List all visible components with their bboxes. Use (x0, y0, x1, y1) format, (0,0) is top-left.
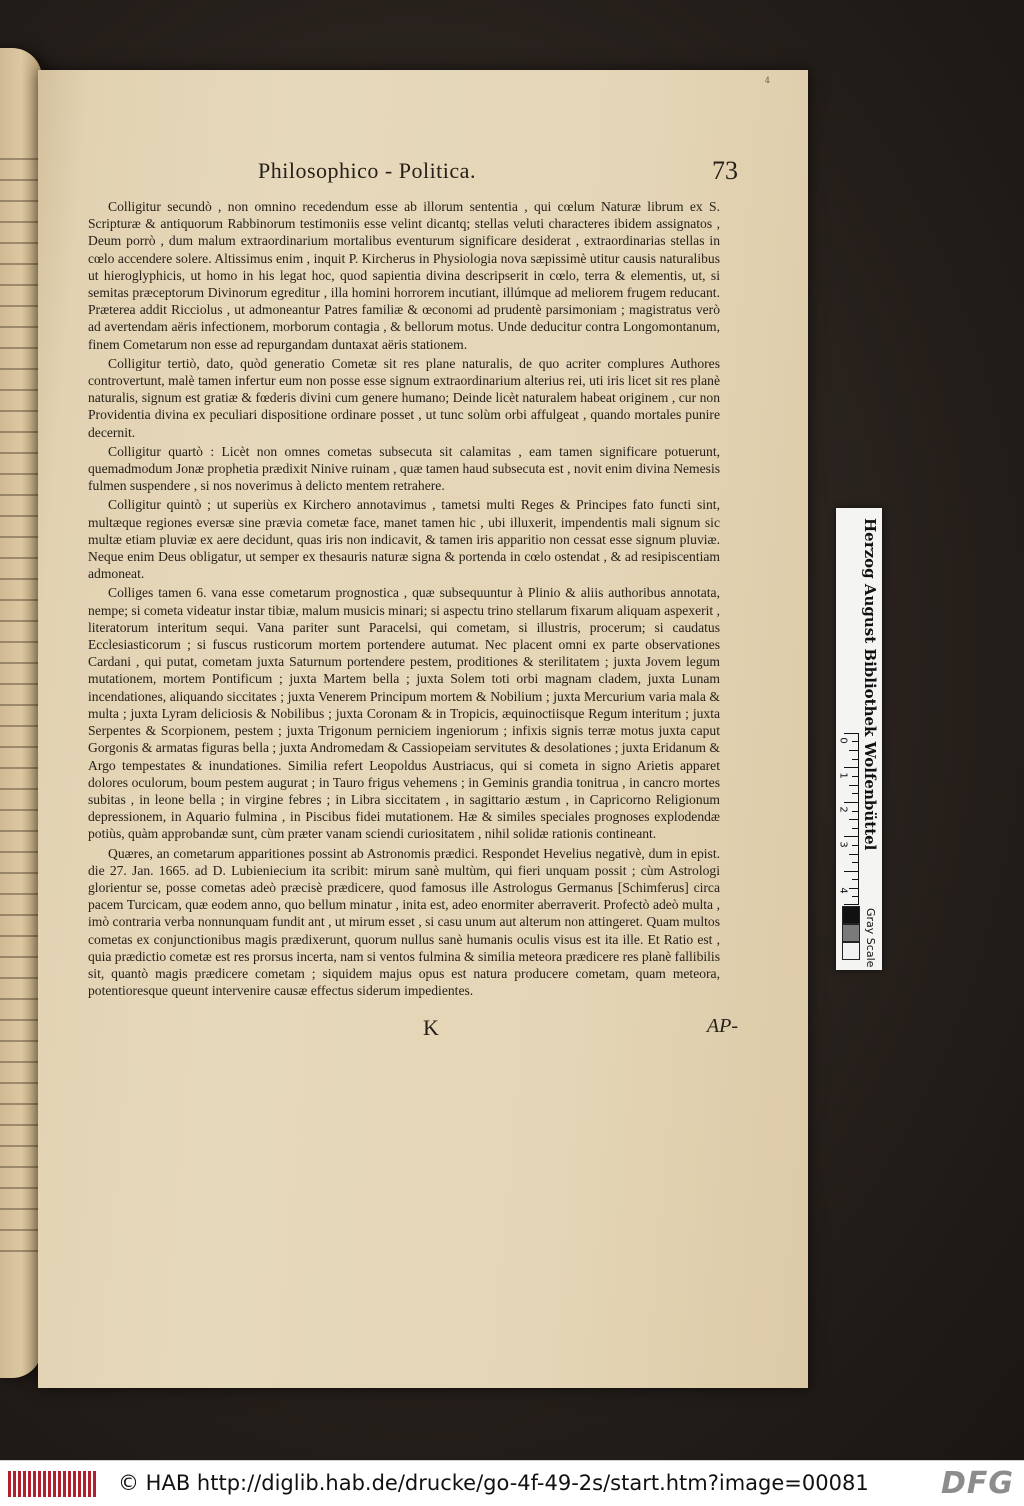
paragraph-5: Colliges tamen 6. vana esse cometarum prognostica , quæ subsequuntur à Plinio & aliis authoribus annotata, nempe; si cometa videatur instar tibiæ, malum musicis minari; si aspectu trino stellarum fixarum aliquam aspexerit , literatorum interitum sequi. Vana pariter sunt Paracelsi, qui cometam, si illustris, procerum; si caudatus Ecclesiasticorum ; si fuscus rusticorum mortem portendere autumat. Nec placent omni ex parte observationes Cardani , qui putat, cometam juxta Saturnum portendere pestem, proditiones & sterilitatem ; juxta Jovem legum mutationem, mortem Pontificum ; juxta Martem bella ; juxta Solem toti orbi magnam cladem, juxta Lunam incendationes, aliquando siccitates ; juxta Venerem Principum mortem & Nobilium ; juxta Mercurium varia mala & multa ; juxta Lyram deliciosis & Nobilibus ; juxta Coronam & in Tropicis, æquinoctiisque Regum interitum ; juxta Serpentes & Scorpionem, pestem ; juxta Trigonum perniciem ingeniorum ; infixis signis terræ motus juxta caput Gorgonis & armatas figuras bella ; juxta Andromedam & Cassiopeiam servitutes & desolationes ; juxta Eridanum & Argo tempestates & inundationes. Similia refert Leopoldus Austriacus, qui si cometa in signo Arietis apparet dolores oculorum, boum pestem augurat ; in Tauro frigus vehemens ; in Geminis grandia tonitrua , in cancro mortes subitas , in leone bella ; in virgine febres ; in Libra siccitatem , in sagittario æstum , in Capricorno Religionum depressionem, in Aquario fulmina , in Piscibus fidei mutationem. Hæ & similes speciales prognoses explodendæ potiùs, quàm approbandæ sunt, cùm præter vanam sciendi curiositatem , nihil solidæ rationis contineant. (88, 585, 720, 842)
running-title: Philosophico - Politica. (258, 158, 476, 183)
ruler-tick (844, 767, 858, 768)
paragraph-2: Colligitur tertiò, dato, quòd generatio Cometæ sit res plane naturalis, de quo acriter complures Authores controvertunt, malè tamen infertur eum non posse esse signum extraordinarium alterius rei, uti iris licet sit res planè naturalis, signum est gratiæ & fœderis divini cum genere humano; Deinde licèt naturalem habeat originem , cur non Providentia divina ex peculiari dispositione ordinare posset , ut tunc solùm orbi affulgeat , quando mortales punire decernit. (88, 355, 720, 440)
ruler-tick (844, 733, 858, 734)
ruler-tick (849, 888, 858, 889)
ruler-tick (852, 845, 858, 846)
signature-mark: K (423, 1015, 439, 1041)
ruler-tick (844, 904, 858, 905)
paragraph-4: Colligitur quintò ; ut superiùs ex Kirchero annotavimus , tametsi multi Reges & Principes fato functi sint, multæque regiones eversæ sine prævia cometæ face, manet tamen hic , ubi illuxerit, impendentis mali signum sic multæ etiam pluviæ ex aere decidunt, quas iris non indicavit, & tamen iris apparitio non cessat esse signum pluviæ. Neque enim Deus obligatur, ut semper ex thesauris naturæ signa & portenda in cœlo ostendat , & ad resipiscentiam admoneat. (88, 497, 720, 582)
paragraph-1: Colligitur secundò , non omnino recedendum esse ab illorum sententia , qui cœlum Naturæ librum ex S. Scripturæ & antiquorum Rabbinorum testimoniis esse velint dicantq; stellas veluti characteres ibidem assignatos , Deum porrò , dum malum extraordinarium mortalibus eventurum significare desiderat , extraordinarias stellas in cœlo accendere solere. Altissimus enim , inquit P. Kircherus in Physiologia nova sæpissimè utitur causis naturalibus ut hieroglyphicis, ut homo in his legat hoc, quod sapientia divina descripserit in cœlo, terra & elementis, ut, si semitas præceptorum Divinorum egreditur , illa homini horrorem incutiant, illúmque ad meliorem frugem reducant. Præterea addit Ricciolus , ut admoneantur Patres familiæ & œconomi ad prudentè parsimoniam ; magistratus verò ad avertendam aëris infectionem, morborum contagia , & bellorum motus. Unde deducitur contra Longomontanum, finem Cometarum non esse ad repurgandam duntaxat aëris stationem. (88, 199, 720, 352)
page-number: 73 (712, 156, 738, 185)
gray-scale-swatches (842, 906, 860, 960)
facing-page-edge (0, 48, 42, 1378)
swatch-white (842, 942, 860, 960)
gray-scale-label: Gray Scale (864, 908, 877, 968)
ruler-tick (852, 828, 858, 829)
footer-bar (0, 1460, 1024, 1506)
hab-logo-icon (8, 1471, 100, 1497)
color-reference-card (836, 508, 882, 970)
ruler-label: 2 (837, 806, 849, 813)
ruler-tick (849, 854, 858, 855)
ruler-tick (852, 811, 858, 812)
scale-ruler (837, 733, 859, 905)
page-content (88, 156, 738, 1055)
swatch-black (842, 906, 860, 924)
ruler-tick (849, 785, 858, 786)
paragraph-6: Quæres, an cometarum apparitiones possint ab Astronomis prædici. Respondet Hevelius negativè, dum in epist. die 27. Jan. 1665. ad D. Lubieniecium ita scribit: mirum sanè multùm, qui fieri unquam possit ; cùm Astrologi glorientur se, posse cometas adeò præcisè prædicere, quod famosus ille Astrologus Germanus [Schimferus] circa pacem Turcicam, quæ eodem anno, quo bellum minatur , inita est, adeo enormiter aberraverit. Profectò adeò multa , imò contraria verba nonnunquam fundit ant , ut mirum esset , si casu unum aut alterum non attingeret. Quam multos cometas ex conjunctionibus magis prædixerunt, quorum nullus sanè humanis oculis visus est ita ille. Et Ratio est , quia prædictio cometæ est res prorsus incerta, nam si ventos fulmina & similia meteora prædicere res planè fallibilis sit, quantò magis prædicere cometam ; siquidem majus opus est natura producere cometam, quam meteora, potentioresque queunt intervenire causæ effectus siderum impedientes. (88, 845, 720, 999)
swatch-gray (842, 924, 860, 942)
ruler-tick (852, 741, 858, 742)
ruler-tick (844, 836, 858, 837)
ruler-tick (844, 802, 858, 803)
ruler-tick (852, 862, 858, 863)
page-corner-mark: 4 (764, 76, 770, 85)
ruler-tick (852, 896, 858, 897)
copyright-link[interactable]: © HAB http://diglib.hab.de/drucke/go-4f-49-2s/start.htm?image=00081 (118, 1471, 869, 1495)
ruler-tick (852, 759, 858, 760)
ruler-label: 3 (837, 841, 849, 848)
ruler-tick (852, 776, 858, 777)
ruler-label: 1 (837, 772, 849, 779)
ruler-label: 0 (837, 737, 849, 744)
paragraph-3: Colligitur quartò : Licèt non omnes cometas subsecuta sit calamitas , eam tamen significare potuerunt, quemadmodum Jonæ prophetia prædixit Ninive ruinam , quæ tamen haud subsecuta est , novit enim divina Nemesis fulmen suspendere , si nos noverimus à delicto mentem retrahere. (88, 443, 721, 494)
ruler-label: 4 (837, 887, 849, 894)
catchword: AP- (706, 1015, 738, 1038)
ruler-tick (849, 750, 858, 751)
page-catchline (88, 1015, 738, 1055)
ruler-tick (844, 871, 858, 872)
book-page (38, 70, 808, 1388)
ruler-tick (849, 819, 858, 820)
facing-page-text-edge (0, 158, 40, 1258)
ruler-tick (852, 879, 858, 880)
institution-label: Herzog August Bibliothek Wolfenbüttel (861, 518, 879, 851)
ruler-tick (852, 793, 858, 794)
dfg-logo: DFG (940, 1466, 1014, 1501)
running-head (88, 156, 738, 198)
